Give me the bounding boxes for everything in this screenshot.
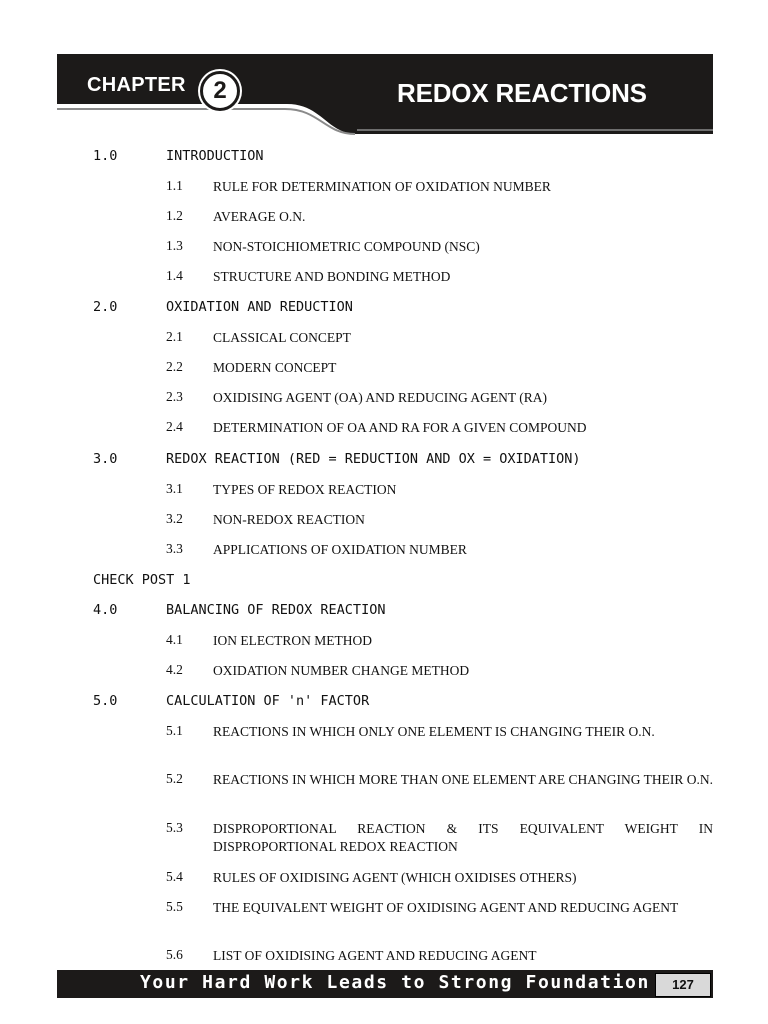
chapter-banner	[57, 54, 713, 136]
subsection-title: LIST OF OXIDISING AGENT AND REDUCING AGENT	[213, 948, 537, 963]
section-title: REDOX REACTION (RED = REDUCTION AND OX = OXIDATION)	[166, 451, 581, 467]
footer-slogan: Your Hard Work Leads to Strong Foundation	[140, 972, 650, 993]
subsection-title: REACTIONS IN WHICH MORE THAN ONE ELEMENT ARE CHANGING THEIR O.N.	[213, 772, 713, 787]
subsection-number: 5.4	[166, 869, 183, 884]
subsection-title: TYPES OF REDOX REACTION	[213, 482, 397, 497]
subsection-title: AVERAGE O.N.	[213, 209, 306, 224]
subsection-title: NON-REDOX REACTION	[213, 512, 365, 527]
subsection-title: REACTIONS IN WHICH ONLY ONE ELEMENT IS CHANGING THEIR O.N.	[213, 724, 655, 739]
section-title: OXIDATION AND REDUCTION	[166, 299, 353, 315]
page-footer	[57, 970, 713, 998]
subsection-title: RULES OF OXIDISING AGENT (WHICH OXIDISES OTHERS)	[213, 870, 577, 885]
section-title: CALCULATION OF 'n' FACTOR	[166, 693, 370, 709]
subsection-number: 4.1	[166, 632, 183, 647]
chapter-title: REDOX REACTIONS	[397, 78, 647, 108]
subsection-number: 4.2	[166, 662, 183, 677]
subsection-number: 3.1	[166, 481, 183, 496]
section-number: 4.0	[93, 602, 118, 618]
subsection-number: 2.4	[166, 419, 183, 434]
subsection-number: 5.3	[166, 820, 183, 835]
section-number: 2.0	[93, 299, 118, 315]
subsection-title: ION ELECTRON METHOD	[213, 633, 372, 648]
subsection-number: 1.1	[166, 178, 183, 193]
subsection-title: DISPROPORTIONAL REACTION & ITS EQUIVALENT WEIGHT IN DISPROPORTIONAL REDOX REACTION	[213, 821, 713, 854]
subsection-number: 5.5	[166, 899, 183, 914]
chapter-label: CHAPTER	[87, 74, 186, 96]
page-number: 127	[655, 973, 711, 997]
subsection-title: THE EQUIVALENT WEIGHT OF OXIDISING AGENT AND REDUCING AGENT	[213, 900, 679, 915]
subsection-number: 5.1	[166, 723, 183, 738]
check-post-link[interactable]: CHECK POST 1	[93, 572, 191, 588]
subsection-number: 1.4	[166, 268, 183, 283]
section-number: 5.0	[93, 693, 118, 709]
subsection-number: 2.2	[166, 359, 183, 374]
subsection-title: RULE FOR DETERMINATION OF OXIDATION NUMBER	[213, 179, 551, 194]
section-title: BALANCING OF REDOX REACTION	[166, 602, 386, 618]
section-title: INTRODUCTION	[166, 148, 264, 164]
subsection-title: STRUCTURE AND BONDING METHOD	[213, 269, 451, 284]
subsection-title: MODERN CONCEPT	[213, 360, 337, 375]
subsection-number: 3.2	[166, 511, 183, 526]
subsection-title: NON-STOICHIOMETRIC COMPOUND (NSC)	[213, 239, 480, 254]
subsection-number: 2.3	[166, 389, 183, 404]
subsection-title: OXIDATION NUMBER CHANGE METHOD	[213, 663, 470, 678]
subsection-number: 5.2	[166, 771, 183, 786]
chapter-number-badge: 2	[200, 71, 240, 111]
subsection-number: 1.2	[166, 208, 183, 223]
subsection-number: 2.1	[166, 329, 183, 344]
section-number: 3.0	[93, 451, 118, 467]
subsection-number: 3.3	[166, 541, 183, 556]
section-number: 1.0	[93, 148, 118, 164]
subsection-title: CLASSICAL CONCEPT	[213, 330, 351, 345]
subsection-title: APPLICATIONS OF OXIDATION NUMBER	[213, 542, 467, 557]
subsection-number: 5.6	[166, 947, 183, 962]
subsection-number: 1.3	[166, 238, 183, 253]
subsection-title: OXIDISING AGENT (OA) AND REDUCING AGENT (RA)	[213, 390, 547, 405]
subsection-title: DETERMINATION OF OA AND RA FOR A GIVEN COMPOUND	[213, 420, 587, 435]
